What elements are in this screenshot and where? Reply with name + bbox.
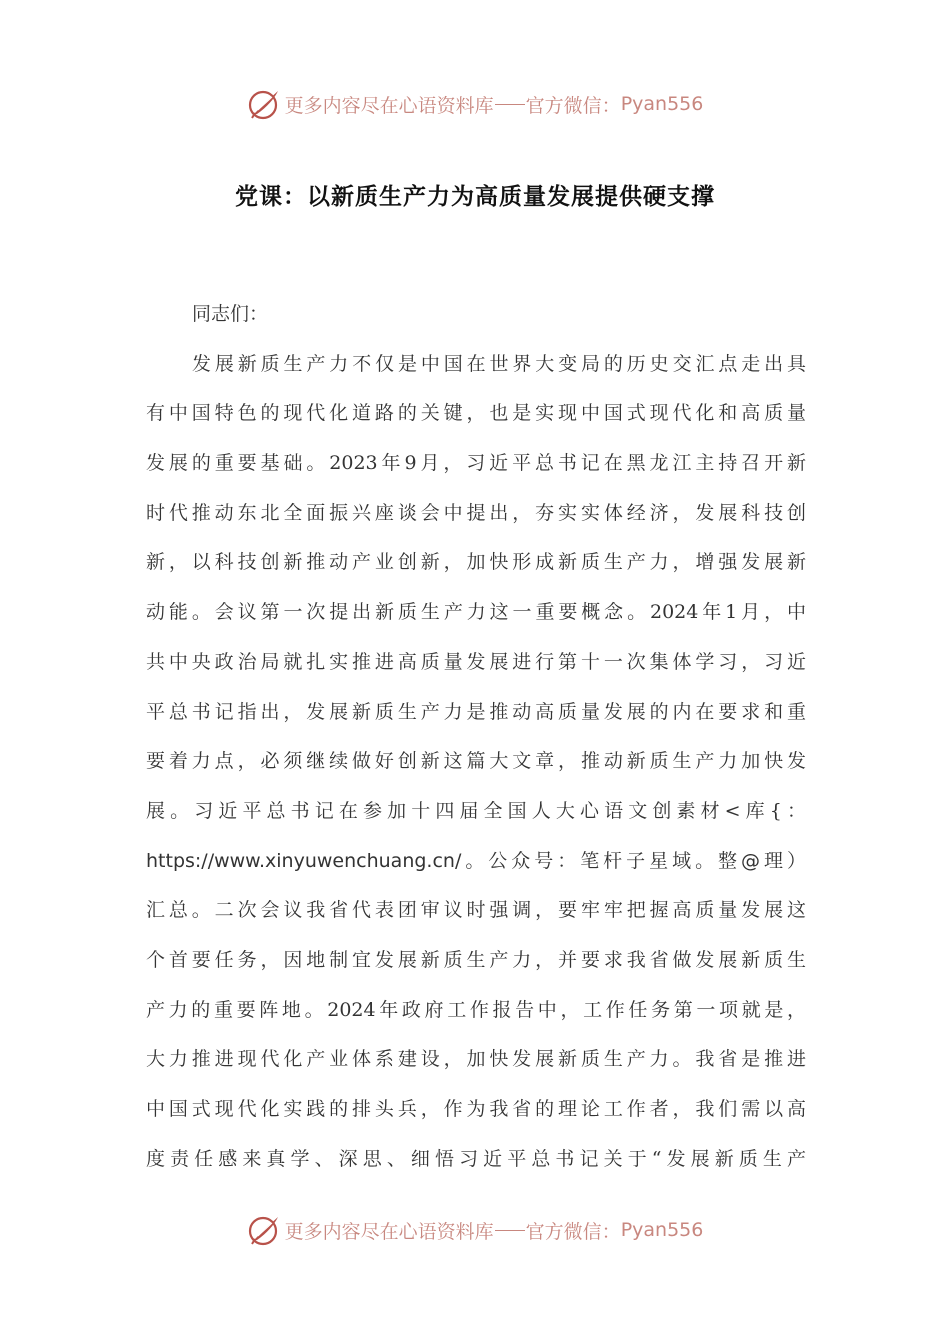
- document-body: [146, 290, 806, 1184]
- banner-dash-divider: [495, 104, 525, 105]
- footer-watermark-banner: [0, 1210, 950, 1250]
- body-line: 展。习近平总书记在参加十四届全国人大心语文创素材<库{：: [146, 799, 806, 822]
- body-line: 时代推动东北全面振兴座谈会中提出，夯实实体经济，发展科技创: [146, 501, 806, 524]
- body-line: 个首要任务，因地制宜发展新质生产力，并要求我省做发展新质生: [146, 948, 806, 971]
- body-line: 发展的重要基础。2023年9月，习近平总书记在黑龙江主持召开新: [146, 452, 806, 475]
- body-line: 发展新质生产力不仅是中国在世界大变局的历史交汇点走出具: [192, 352, 806, 375]
- body-line-url: https://www.xinyuwenchuang.cn/。公众号：笔杆子星域。整@理）: [146, 849, 806, 872]
- body-line: 度责任感来真学、深思、细悟习近平总书记关于“发展新质生产: [146, 1147, 806, 1170]
- body-line: 新，以科技创新推动产业创新，加快形成新质生产力，增强发展新: [146, 551, 806, 574]
- body-line: 平总书记指出，发展新质生产力是推动高质量发展的内在要求和重: [146, 700, 806, 723]
- body-line: 大力推进现代化产业体系建设，加快发展新质生产力。我省是推进: [146, 1048, 806, 1071]
- salutation: 同志们：: [192, 303, 269, 325]
- body-line: 共中央政治局就扎实推进高质量发展进行第十一次集体学习，习近: [146, 650, 806, 673]
- banner-wechat-id: Pyan556: [620, 1219, 704, 1241]
- body-line: 要着力点，必须继续做好创新这篇大文章，推动新质生产力加快发: [146, 750, 806, 773]
- banner-dash-divider: [495, 1230, 525, 1231]
- quill-logo-icon: [247, 87, 281, 121]
- header-watermark-banner: [0, 84, 950, 124]
- banner-site-name: 更多内容尽在心语资料库: [284, 1220, 494, 1243]
- banner-site-name: 更多内容尽在心语资料库: [284, 94, 494, 117]
- banner-wechat-label: 官方微信：: [525, 1220, 621, 1243]
- body-line: 中国式现代化实践的排头兵，作为我省的理论工作者，我们需以高: [146, 1098, 806, 1120]
- document-title: 党课：以新质生产力为高质量发展提供硬支撑: [235, 184, 715, 210]
- body-line: 有中国特色的现代化道路的关键，也是实现中国式现代化和高质量: [146, 402, 806, 425]
- banner-wechat-id: Pyan556: [620, 93, 704, 115]
- banner-wechat-label: 官方微信：: [525, 94, 621, 117]
- quill-logo-icon: [247, 1213, 281, 1247]
- body-line: 动能。会议第一次提出新质生产力这一重要概念。2024年1月，中: [146, 601, 806, 624]
- body-line: 汇总。二次会议我省代表团审议时强调，要牢牢把握高质量发展这: [146, 899, 806, 922]
- body-line: 产力的重要阵地。2024年政府工作报告中，工作任务第一项就是，: [146, 998, 806, 1021]
